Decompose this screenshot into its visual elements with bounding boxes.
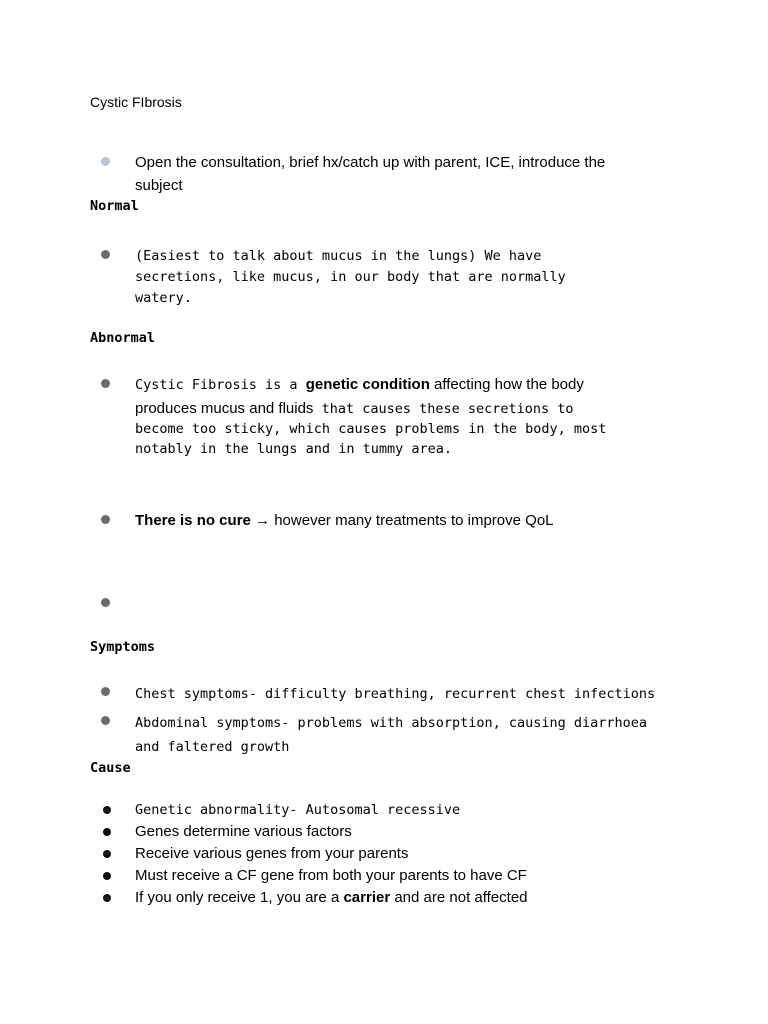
- section-heading-abnormal: Abnormal: [90, 330, 156, 346]
- bullet-icon: [103, 872, 111, 880]
- bullet-icon: [103, 850, 111, 858]
- cause-item-5: [135, 887, 528, 909]
- bullet-icon: [101, 716, 110, 725]
- section-heading-cause: Cause: [90, 760, 131, 776]
- abnormal-line-4: notably in the lungs and in tummy area.: [135, 441, 452, 457]
- section-heading-normal: Normal: [90, 198, 139, 214]
- abnormal-line-3: become too sticky, which causes problems in the body, most: [135, 421, 607, 437]
- intro-line-1: Open the consultation, brief hx/catch up with parent, ICE, introduce the: [135, 154, 606, 171]
- emphasis-no-cure: There is no cure: [135, 512, 251, 529]
- section-heading-symptoms: Symptoms: [90, 639, 156, 655]
- emphasis-carrier: carrier: [343, 889, 391, 906]
- abnormal-text: Cystic Fibrosis is a: [135, 377, 306, 393]
- normal-line-3: watery.: [135, 290, 192, 306]
- emphasis-genetic-condition: genetic condition: [305, 376, 430, 393]
- abnormal-text: produces mucus and fluids: [135, 400, 314, 417]
- intro-line-2: subject: [135, 177, 183, 194]
- no-cure-text: → however many treatments to improve QoL: [250, 512, 554, 529]
- cause-item-3: Receive various genes from your parents: [135, 845, 409, 862]
- bullet-icon: [103, 894, 111, 902]
- no-cure-line: [135, 510, 554, 532]
- cause-item-2: Genes determine various factors: [135, 823, 352, 840]
- bullet-icon: [101, 379, 110, 388]
- symptom-item-abdominal-line-1: Abdominal symptoms- problems with absorption, causing diarrhoea: [135, 715, 648, 731]
- normal-line-2: secretions, like mucus, in our body that are normally: [135, 269, 566, 285]
- cause-item-4: Must receive a CF gene from both your parents to have CF: [135, 867, 527, 884]
- bullet-icon: [101, 687, 110, 696]
- symptom-item-abdominal-line-2: and faltered growth: [135, 739, 290, 755]
- abnormal-line-1: [135, 375, 584, 396]
- bullet-icon: [103, 806, 111, 814]
- bullet-icon: [103, 828, 111, 836]
- normal-line-1: (Easiest to talk about mucus in the lungs) We have: [135, 248, 542, 264]
- abnormal-text: that causes these secretions to: [313, 401, 574, 417]
- cause-item-1: Genetic abnormality- Autosomal recessive: [135, 802, 461, 818]
- cause-text: If you only receive 1, you are a: [135, 889, 344, 906]
- document-title: Cystic FIbrosis: [90, 94, 182, 110]
- abnormal-line-2: [135, 399, 574, 420]
- bullet-icon: [101, 250, 110, 259]
- symptom-item-chest: Chest symptoms- difficulty breathing, recurrent chest infections: [135, 686, 656, 702]
- bullet-icon: [101, 515, 110, 524]
- empty-bullet-icon: [101, 598, 110, 607]
- bullet-icon: [101, 157, 110, 166]
- cause-text: and are not affected: [390, 889, 528, 906]
- abnormal-text: affecting how the body: [429, 376, 584, 393]
